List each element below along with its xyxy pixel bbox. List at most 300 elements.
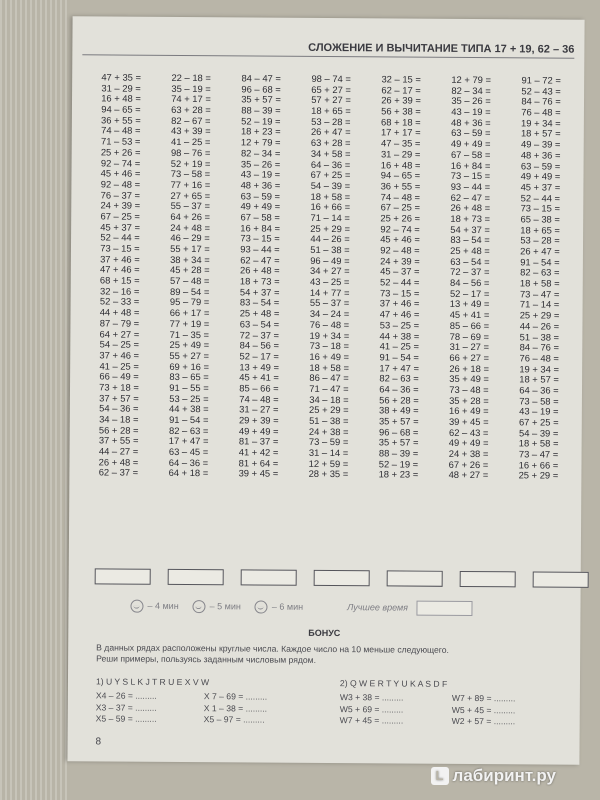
exercise-item: 73 – 48 = <box>449 383 489 396</box>
exercise-item: 38 + 49 = <box>379 404 419 416</box>
exercise-item: 18 + 58 = <box>518 437 559 449</box>
exercise-item: 25 + 29 = <box>309 404 349 416</box>
exercise-item: 32 – 16 = <box>99 285 140 297</box>
smile-face-icon <box>130 599 143 612</box>
exercise-item: 74 – 48 = <box>239 393 279 405</box>
exercise-item: 34 + 27 = <box>309 265 350 277</box>
exercise-item: 45 + 46 = <box>100 167 141 179</box>
bonus-list-right-2 <box>452 693 516 728</box>
exercise-item: 24 + 38 = <box>308 425 349 437</box>
exercise-item: 35 + 57 = <box>241 93 281 106</box>
exercise-item: 73 – 15 = <box>100 242 140 254</box>
exercise-item: 62 – 43 = <box>448 426 489 438</box>
exercise-item: 92 – 48 = <box>380 244 420 256</box>
exercise-item: 34 – 24 = <box>309 308 350 320</box>
time-five-label: – 5 мин <box>209 601 241 612</box>
exercise-item: 67 – 25 = <box>100 210 140 222</box>
exercise-item: 28 + 35 = <box>308 468 349 480</box>
exercise-item: 52 – 44 = <box>100 231 140 244</box>
exercise-item: 64 + 26 = <box>170 210 211 223</box>
exercise-item: 54 – 39 = <box>518 427 559 439</box>
exercise-item: 67 + 25 = <box>310 169 351 181</box>
exercise-item: 57 – 48 = <box>170 274 210 287</box>
neutral-face-icon <box>193 600 206 613</box>
workbook-page <box>67 16 584 765</box>
exercise-item: 43 – 25 = <box>310 275 350 288</box>
bonus-item: X 1 – 38 = ......... <box>203 702 268 714</box>
exercise-item: 34 – 18 = <box>309 393 349 405</box>
exercise-item: 43 + 39 = <box>170 125 211 137</box>
brand-watermark <box>431 766 556 786</box>
best-time-box[interactable] <box>416 600 472 615</box>
exercise-item: 31 – 29 = <box>380 148 421 160</box>
exercise-item: 26 + 18 = <box>449 362 490 374</box>
exercise-item: 26 + 48 = <box>450 202 491 214</box>
time-box[interactable] <box>241 569 297 585</box>
exercise-item: 91 – 72 = <box>521 74 561 86</box>
exercise-item: 47 + 46 = <box>379 308 420 320</box>
bonus-item: W3 + 38 = ......... <box>339 692 404 703</box>
exercise-item: 37 + 57 = <box>99 392 139 404</box>
exercise-item: 49 + 49 = <box>238 425 279 437</box>
exercise-item: 39 + 45 = <box>238 467 279 480</box>
exercise-item: 48 + 27 = <box>448 469 489 481</box>
exercise-item: 82 – 63 = <box>379 372 419 384</box>
bonus-item: W5 + 69 = ......... <box>339 703 404 715</box>
exercise-item: 49 + 49 = <box>450 137 491 150</box>
exercise-grid <box>83 72 576 555</box>
exercise-item: 16 + 84 = <box>240 222 280 234</box>
bonus-item: W5 + 45 = ......... <box>451 704 516 715</box>
exercise-item: 92 – 74 = <box>100 156 141 169</box>
exercise-item: 52 – 17 = <box>239 350 279 362</box>
exercise-item: 72 – 37 = <box>239 328 280 341</box>
exercise-column <box>83 72 156 552</box>
exercise-item: 65 + 27 = <box>311 83 351 95</box>
exercise-item: 31 – 27 = <box>239 403 279 415</box>
exercise-item: 63 + 28 = <box>171 103 211 116</box>
exercise-item: 73 – 47 = <box>519 288 560 300</box>
exercise-item: 62 – 47 = <box>450 191 491 203</box>
exercise-item: 36 + 55 = <box>380 180 421 192</box>
exercise-item: 67 + 26 = <box>448 458 489 470</box>
exercise-item: 67 – 58 = <box>450 148 491 160</box>
labirint-logo-icon: L <box>431 767 449 785</box>
exercise-item: 13 + 49 = <box>449 298 490 310</box>
exercise-item: 16 + 66 = <box>518 459 559 471</box>
exercise-item: 18 + 58 = <box>309 361 350 373</box>
sequence-1: 1) U Y S L K J T R U E X V W <box>95 676 210 688</box>
exercise-item: 84 – 47 = <box>241 72 281 84</box>
exercise-item: 51 – 38 = <box>310 243 350 256</box>
exercise-item: 43 – 19 = <box>451 105 491 118</box>
exercise-item: 52 – 33 = <box>99 295 140 308</box>
exercise-item: 45 + 37 = <box>520 181 561 193</box>
exercise-item: 93 – 44 = <box>240 243 280 255</box>
time-box[interactable] <box>95 568 151 584</box>
bonus-line-2: Реши примеры, пользуясь заданным числовым рядом. <box>96 653 317 665</box>
exercise-item: 48 + 36 = <box>520 149 561 161</box>
exercise-item: 49 + 49 = <box>448 437 489 449</box>
exercise-item: 64 – 36 = <box>310 158 351 170</box>
exercise-item: 63 – 45 = <box>168 445 209 458</box>
exercise-item: 94 – 65 = <box>101 103 141 115</box>
exercise-item: 38 + 34 = <box>170 253 210 265</box>
exercise-item: 53 – 25 = <box>379 319 420 331</box>
best-time-label: Лучшее время <box>347 602 409 613</box>
exercise-item: 82 – 34 = <box>240 147 281 159</box>
bonus-item: X3 – 37 = ......... <box>95 701 157 713</box>
bonus-description <box>96 642 576 667</box>
exercise-item: 45 + 41 = <box>449 308 490 321</box>
exercise-item: 68 + 15 = <box>99 274 140 286</box>
exercise-item: 73 – 15 = <box>450 170 491 182</box>
exercise-item: 81 – 37 = <box>238 435 279 448</box>
exercise-item: 68 + 18 = <box>381 116 421 128</box>
bonus-title: БОНУС <box>308 627 341 639</box>
exercise-item: 45 + 28 = <box>169 264 210 276</box>
exercise-item: 98 – 74 = <box>311 72 351 85</box>
exercise-item: 66 + 17 = <box>169 307 210 319</box>
exercise-item: 83 – 54 = <box>239 296 280 309</box>
page-title: СЛОЖЕНИЕ И ВЫЧИТАНИЕ ТИПА 17 + 19, 62 – 36 <box>82 40 574 58</box>
exercise-item: 35 + 28 = <box>449 394 489 406</box>
exercise-item: 14 + 77 = <box>309 286 350 298</box>
exercise-item: 18 + 65 = <box>520 223 560 236</box>
exercise-item: 32 – 15 = <box>381 73 421 85</box>
exercise-item: 41 + 42 = <box>238 446 279 458</box>
exercise-item: 24 + 39 = <box>380 255 420 267</box>
bonus-item: W7 + 89 = ......... <box>451 692 516 704</box>
exercise-item: 52 – 44 = <box>520 191 561 204</box>
exercise-item: 41 – 25 = <box>171 136 211 148</box>
exercise-item: 91 – 55 = <box>169 381 209 394</box>
time-four-label: – 4 мин <box>147 600 179 611</box>
exercise-item: 24 + 48 = <box>170 221 210 233</box>
exercise-item: 17 + 47 = <box>168 435 209 447</box>
exercise-item: 47 + 35 = <box>101 71 142 83</box>
exercise-item: 48 + 36 = <box>240 179 281 191</box>
exercise-item: 63 – 54 = <box>450 255 490 267</box>
exercise-item: 47 + 46 = <box>99 263 140 276</box>
exercise-column <box>433 75 506 555</box>
exercise-item: 18 + 57 = <box>519 373 559 385</box>
exercise-item: 44 – 26 = <box>310 233 350 245</box>
exercise-item: 25 + 48 = <box>450 244 490 257</box>
exercise-item: 66 – 49 = <box>99 370 139 382</box>
sequence-2: 2) Q W E R T Y U K A S D F <box>339 678 448 689</box>
exercise-item: 74 – 48 = <box>101 124 141 137</box>
exercise-item: 55 + 27 = <box>169 349 210 362</box>
exercise-item: 55 + 17 = <box>170 242 210 255</box>
exercise-item: 64 + 18 = <box>168 467 209 479</box>
exercise-item: 36 + 55 = <box>101 114 141 126</box>
exercise-item: 25 + 29 = <box>310 222 350 234</box>
exercise-item: 12 + 79 = <box>451 73 492 86</box>
exercise-item: 76 – 48 = <box>519 352 559 364</box>
exercise-item: 55 – 37 = <box>309 297 350 309</box>
exercise-item: 51 – 38 = <box>309 414 349 427</box>
exercise-item: 91 – 54 = <box>520 256 560 268</box>
exercise-item: 25 + 29 = <box>519 309 560 321</box>
exercise-item: 16 + 84 = <box>450 159 491 171</box>
exercise-item: 67 + 25 = <box>518 416 559 428</box>
exercise-item: 41 – 25 = <box>379 340 420 352</box>
bonus-item: X5 – 59 = ......... <box>95 713 157 724</box>
exercise-item: 63 + 28 = <box>310 137 351 149</box>
exercise-item: 52 – 43 = <box>521 85 561 97</box>
exercise-item: 54 + 37 = <box>450 223 490 235</box>
exercise-item: 37 + 55 = <box>98 434 139 447</box>
exercise-item: 37 + 46 = <box>379 297 420 310</box>
exercise-item: 86 – 47 = <box>309 372 349 384</box>
exercise-item: 67 – 58 = <box>240 211 280 223</box>
exercise-item: 26 + 47 = <box>310 126 351 138</box>
exercise-item: 41 – 25 = <box>99 359 139 372</box>
exercise-item: 73 – 15 = <box>240 232 280 244</box>
exercise-item: 54 – 25 = <box>99 338 140 350</box>
exercise-item: 74 + 17 = <box>171 93 211 105</box>
exercise-item: 91 – 54 = <box>379 351 419 363</box>
bonus-item: W7 + 45 = ......... <box>339 715 404 726</box>
bonus-item: X5 – 97 = ......... <box>203 714 265 725</box>
exercise-item: 54 – 39 = <box>310 179 351 192</box>
exercise-item: 19 + 34 = <box>309 329 350 341</box>
exercise-item: 88 – 39 = <box>378 447 419 459</box>
bonus-item: W2 + 57 = ......... <box>451 715 516 727</box>
time-box[interactable] <box>314 570 370 586</box>
exercise-item: 31 – 14 = <box>308 446 349 459</box>
exercise-item: 25 + 29 = <box>518 469 559 482</box>
exercise-item: 49 + 49 = <box>240 200 281 212</box>
exercise-item: 16 + 48 = <box>380 158 421 171</box>
exercise-item: 71 – 35 = <box>169 328 210 340</box>
sad-face-icon <box>255 600 268 613</box>
exercise-item: 25 + 26 = <box>100 146 141 158</box>
exercise-item: 73 – 59 = <box>308 436 349 448</box>
exercise-item: 22 – 18 = <box>171 71 211 84</box>
exercise-item: 93 – 44 = <box>450 180 491 193</box>
exercise-item: 39 + 45 = <box>448 415 489 428</box>
exercise-item: 52 – 17 = <box>449 287 490 299</box>
exercise-column <box>503 75 576 555</box>
exercise-item: 91 – 54 = <box>169 413 209 426</box>
time-box[interactable] <box>168 569 224 585</box>
exercise-item: 27 + 65 = <box>170 189 211 201</box>
exercise-item: 71 – 53 = <box>101 135 141 147</box>
exercise-item: 63 – 59 = <box>240 189 281 202</box>
exercise-item: 53 – 28 = <box>520 234 560 246</box>
exercise-item: 92 – 48 = <box>100 178 141 190</box>
exercise-item: 81 + 64 = <box>238 457 279 469</box>
exercise-item: 73 – 58 = <box>519 394 559 407</box>
bonus-list-right-1 <box>340 692 404 727</box>
exercise-item: 26 + 39 = <box>381 94 421 107</box>
exercise-item: 19 + 34 = <box>521 117 561 129</box>
exercise-item: 66 + 27 = <box>449 351 490 364</box>
exercise-item: 52 – 44 = <box>380 276 420 288</box>
exercise-item: 77 + 19 = <box>169 317 210 329</box>
exercise-item: 16 + 48 = <box>101 92 141 105</box>
brand-text: лабиринт.ру <box>452 766 556 785</box>
exercise-item: 87 – 79 = <box>99 317 140 329</box>
exercise-item: 44 + 38 = <box>379 329 420 342</box>
exercise-item: 24 + 38 = <box>448 447 489 460</box>
exercise-item: 53 – 28 = <box>311 115 351 127</box>
exercise-item: 56 + 38 = <box>381 105 421 117</box>
exercise-item: 64 + 27 = <box>99 327 140 340</box>
bonus-list-left-1 <box>96 690 157 725</box>
exercise-item: 76 – 37 = <box>100 188 141 201</box>
exercise-item: 82 – 67 = <box>171 114 211 126</box>
exercise-item: 65 – 38 = <box>520 213 560 225</box>
bonus-item: X4 – 26 = ......... <box>95 690 157 701</box>
exercise-item: 76 – 48 = <box>521 106 561 118</box>
exercise-item: 92 – 74 = <box>380 223 420 235</box>
exercise-item: 63 – 59 = <box>520 159 561 172</box>
exercise-item: 63 – 59 = <box>451 127 491 139</box>
exercise-item: 94 – 65 = <box>380 169 421 181</box>
exercise-item: 25 + 48 = <box>239 307 280 319</box>
exercise-item: 52 + 19 = <box>170 157 211 169</box>
exercise-item: 54 – 36 = <box>99 402 139 415</box>
exercise-item: 64 – 36 = <box>168 456 209 468</box>
exercise-item: 82 – 63 = <box>520 266 560 279</box>
exercise-column <box>153 73 226 553</box>
exercise-item: 35 + 57 = <box>378 436 419 449</box>
bonus-item: X 7 – 69 = ......... <box>203 691 268 702</box>
exercise-item: 18 + 58 = <box>519 277 560 289</box>
exercise-item: 64 – 36 = <box>379 383 419 395</box>
exercise-item: 71 – 14 = <box>310 211 350 224</box>
exercise-item: 16 + 49 = <box>449 405 489 417</box>
exercise-item: 16 + 66 = <box>310 201 351 213</box>
exercise-item: 96 – 68 = <box>241 83 281 95</box>
exercise-item: 43 – 19 = <box>519 405 559 417</box>
exercise-item: 78 – 69 = <box>449 330 490 342</box>
exercise-item: 43 – 19 = <box>240 168 281 180</box>
timing-legend <box>130 597 570 618</box>
exercise-item: 73 – 15 = <box>379 287 420 299</box>
exercise-item: 84 – 76 = <box>519 341 560 353</box>
exercise-item: 18 + 23 = <box>378 468 419 481</box>
exercise-item: 73 – 47 = <box>518 448 559 460</box>
exercise-item: 25 + 49 = <box>169 339 210 351</box>
exercise-item: 17 + 47 = <box>379 361 420 374</box>
exercise-item: 56 + 28 = <box>98 424 139 436</box>
exercise-item: 82 – 34 = <box>451 84 491 96</box>
exercise-item: 83 – 65 = <box>169 371 209 383</box>
exercise-item: 67 – 25 = <box>380 201 420 213</box>
exercise-item: 84 – 56 = <box>239 339 280 351</box>
exercise-item: 71 – 14 = <box>519 298 560 311</box>
exercise-item: 96 – 49 = <box>310 254 350 266</box>
bonus-line-1: В данных рядах расположены круглые числа. Каждое число на 10 меньше следующего. <box>96 642 449 655</box>
answer-boxes <box>95 568 571 587</box>
exercise-item: 52 – 19 = <box>241 115 281 127</box>
exercise-item: 73 + 18 = <box>99 381 139 393</box>
exercise-item: 34 – 18 = <box>99 413 139 425</box>
exercise-item: 18 + 57 = <box>520 127 561 140</box>
exercise-item: 49 – 39 = <box>520 138 561 150</box>
exercise-item: 16 + 49 = <box>309 350 350 363</box>
exercise-item: 25 + 26 = <box>380 212 421 224</box>
exercise-item: 95 – 79 = <box>169 296 210 308</box>
exercise-item: 49 + 49 = <box>520 170 561 182</box>
exercise-item: 46 – 29 = <box>170 232 210 244</box>
exercise-item: 69 + 16 = <box>169 360 210 372</box>
exercise-item: 72 – 37 = <box>450 266 490 278</box>
exercise-item: 83 – 54 = <box>450 234 490 246</box>
exercise-item: 62 – 37 = <box>98 466 139 479</box>
exercise-item: 45 – 37 = <box>380 265 420 278</box>
exercise-item: 35 – 19 = <box>171 82 211 94</box>
exercise-item: 53 – 25 = <box>169 392 209 404</box>
exercise-item: 71 – 47 = <box>309 382 349 395</box>
exercise-item: 82 – 63 = <box>168 424 209 436</box>
exercise-item: 45 + 46 = <box>380 233 420 245</box>
exercise-item: 19 + 34 = <box>519 362 560 375</box>
exercise-item: 13 + 49 = <box>239 360 280 373</box>
exercise-item: 98 – 76 = <box>170 146 211 158</box>
exercise-item: 73 – 18 = <box>309 340 350 352</box>
exercise-item: 34 + 58 = <box>310 147 351 159</box>
exercise-item: 35 – 26 = <box>240 157 281 170</box>
exercise-item: 26 + 48 = <box>239 264 280 277</box>
exercise-item: 37 + 46 = <box>99 349 140 361</box>
exercise-item: 48 + 36 = <box>451 116 491 128</box>
exercise-item: 77 + 16 = <box>170 178 211 191</box>
exercise-item: 85 – 66 = <box>449 319 490 331</box>
exercise-item: 12 + 59 = <box>308 457 349 469</box>
exercise-item: 52 – 19 = <box>378 458 419 470</box>
exercise-item: 37 + 46 = <box>100 253 140 265</box>
exercise-item: 35 + 49 = <box>449 373 489 385</box>
exercise-item: 85 – 66 = <box>239 382 279 394</box>
exercise-item: 56 + 28 = <box>379 393 419 406</box>
exercise-item: 44 – 27 = <box>98 445 139 457</box>
exercise-item: 44 + 38 = <box>169 403 209 415</box>
exercise-item: 18 + 58 = <box>310 190 351 202</box>
exercise-item: 35 + 57 = <box>378 415 419 427</box>
exercise-item: 18 + 23 = <box>240 125 281 138</box>
time-box[interactable] <box>460 571 516 587</box>
bonus-list-left-2 <box>204 691 268 726</box>
exercise-item: 29 + 39 = <box>238 414 279 426</box>
exercise-item: 88 – 39 = <box>241 104 281 116</box>
exercise-item: 45 + 37 = <box>100 221 140 233</box>
exercise-item: 96 – 68 = <box>378 426 419 438</box>
exercise-column <box>223 73 296 553</box>
exercise-item: 35 – 26 = <box>451 95 491 107</box>
exercise-item: 31 – 29 = <box>101 82 141 94</box>
page-number: 8 <box>95 736 102 748</box>
time-box[interactable] <box>387 570 443 586</box>
exercise-item: 62 – 17 = <box>381 84 421 96</box>
exercise-item: 76 – 48 = <box>309 318 350 330</box>
exercise-item: 84 – 56 = <box>450 276 490 289</box>
exercise-item: 47 – 35 = <box>381 137 421 149</box>
exercise-item: 31 – 27 = <box>449 341 490 353</box>
exercise-item: 26 + 48 = <box>98 456 139 468</box>
exercise-item: 18 + 73 = <box>450 212 491 225</box>
exercise-item: 45 + 41 = <box>239 371 279 383</box>
exercise-item: 44 – 26 = <box>519 320 560 332</box>
exercise-item: 17 + 17 = <box>380 126 421 139</box>
time-box[interactable] <box>533 571 589 587</box>
exercise-item: 44 + 48 = <box>99 306 140 318</box>
exercise-item: 64 – 36 = <box>519 384 559 396</box>
